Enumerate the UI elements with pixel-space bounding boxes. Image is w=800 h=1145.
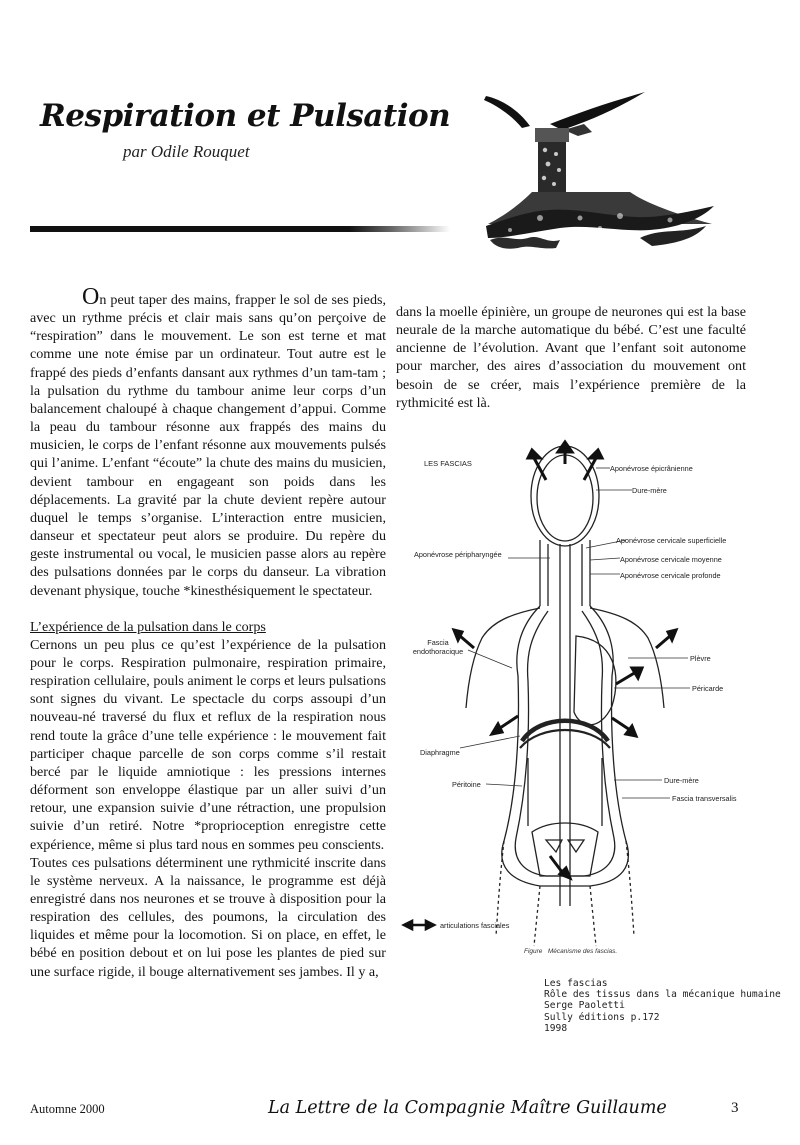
figure-caption-prefix: Figure	[524, 948, 543, 955]
label-pericarde: Péricarde	[692, 684, 724, 693]
label-diaphragme: Diaphragme	[420, 748, 460, 757]
reference-line: 1998	[544, 1022, 568, 1034]
label-fascia-transversalis: Fascia transversalis	[672, 794, 737, 803]
intro-text: n peut taper des mains, frapper le sol de ses pieds, avec un rythme précis et clair mais sans qu’on perçoive de “respiration” dans le mouvement. Le son est terne et mat comme une note émise par un ordinateur. Tout autre est le frappé des pieds d’enfants dansant aux rythmes d’un tam-tam ; la pulsation du rythme du tambour anime leur corps d’un balancement chaloupé à chaque changement d’appui. Comme la peau du tambour résonne aux frappés des mains du musicien, le corps de l’enfant résonne aux mouvements pulsés qui l’anime. L’enfant “écoute” la chute des mains du musicien, devient tambour en engageant son poids dans les déplacements. La gravité par la chute devient repère autour duquel le temps s’organise. L’interaction entre musicien, danseur et spectateur peut alors se produire. Du repère du geste instrumental ou vocal, le musicien passe alors au repère des pulsations données par le corps du danseur. La vibration devenant physique, touche *kinesthésiquement le spectateur.	[30, 292, 386, 599]
body-paragraph: Cernons un peu plus ce qu’est l’expérience de la pulsation pour le corps. Respiration pulmonaire, respiration primaire, respiration cellulaire, pouls animent le corps et leurs pulsations sont signes du vivant. Le spectacle du corps assoupi d’un nouveau-né traversé du flux et reflux de la respiration nous rend toute la grâce d’une telle expérience : le mouvement fait participer chaque parcelle de son corps comme s’il restait bercé par le liquide amniotique : les pressions internes déforment son enveloppe élastique par un aller suivi d’un retour, une expansion suivie d’une rétraction, une propulsion suivie d’un retiré. Notre *proprioception enregistre cette expérience, même si plus tard nous en sommes peu conscients.	[30, 636, 386, 853]
fascia-figure	[400, 436, 760, 966]
reference-line: Sully éditions p.172	[544, 1011, 660, 1023]
label-aponevrose-cervicale-superficielle: Aponévrose cervicale superficielle	[616, 536, 727, 545]
reference-line: Serge Paoletti	[544, 1000, 625, 1012]
left-column	[30, 284, 386, 981]
label-aponevrose-peripharyngee: Aponévrose péripharyngée	[414, 550, 502, 559]
figure-title: LES FASCIAS	[424, 459, 472, 468]
label-aponevrose-cervicale-moyenne: Aponévrose cervicale moyenne	[620, 555, 722, 564]
article-title: Respiration et Pulsation	[40, 98, 451, 134]
body-paragraph: Toutes ces pulsations déterminent une rythmicité inscrite dans le système nerveux. A la naissance, le programme est déjà enregistré dans nos neurones et se trouve à disposition pour la respiration des cellules, des poumons, la circulation des liquides et même pour la locomotion. Si on place, en effet, le bébé en position debout et on lui pose les plantes de pied sur une surface rigide, il bouge alternativement ses jambes. Il y a,	[30, 854, 386, 980]
label-fascia-endothoracique: Fascia endothoracique	[412, 638, 464, 656]
label-dure-mere-bottom: Dure-mère	[664, 776, 699, 785]
label-peritoine: Péritoine	[452, 780, 481, 789]
legend-articulations-fasciales: articulations fasciales	[440, 921, 510, 930]
article-byline: par Odile Rouquet	[123, 142, 250, 161]
decorative-ornament-illustration	[480, 88, 720, 250]
page-number: 3	[731, 1100, 739, 1116]
right-column	[396, 303, 746, 412]
intro-paragraph	[30, 284, 386, 600]
header-rule	[30, 226, 450, 232]
reference-line: Les fascias	[544, 978, 608, 989]
footer-issue: Automne 2000	[30, 1102, 105, 1116]
footer-publication-title: La Lettre de la Compagnie Maître Guillaume	[268, 1098, 667, 1118]
label-dure-mere-top: Dure-mère	[632, 486, 667, 495]
label-aponevrose-cervicale-profonde: Aponévrose cervicale profonde	[620, 571, 721, 580]
body-paragraph: dans la moelle épinière, un groupe de neurones qui est la base neurale de la marche automatique du bébé. C’est une faculté ancienne de l’évolution. Avant que l’enfant soit autonome pour marcher, des aires d’association du mouvement ont besoin de se créer, mais l’expérience première de la rythmicité est là.	[396, 304, 746, 411]
label-aponevrose-epicranienne: Aponévrose épicrânienne	[610, 464, 693, 473]
reference-line: Rôle des tissus dans la mécanique humaine	[544, 989, 781, 1001]
section-subheading: L’expérience de la pulsation dans le corps	[30, 618, 266, 635]
drop-cap: O	[82, 284, 100, 310]
label-plevre: Plèvre	[690, 654, 711, 663]
fascia-diagram	[400, 436, 760, 966]
figure-reference	[544, 978, 781, 1034]
figure-caption	[524, 948, 617, 955]
figure-caption-text: Mécanisme des fascias.	[547, 948, 618, 955]
